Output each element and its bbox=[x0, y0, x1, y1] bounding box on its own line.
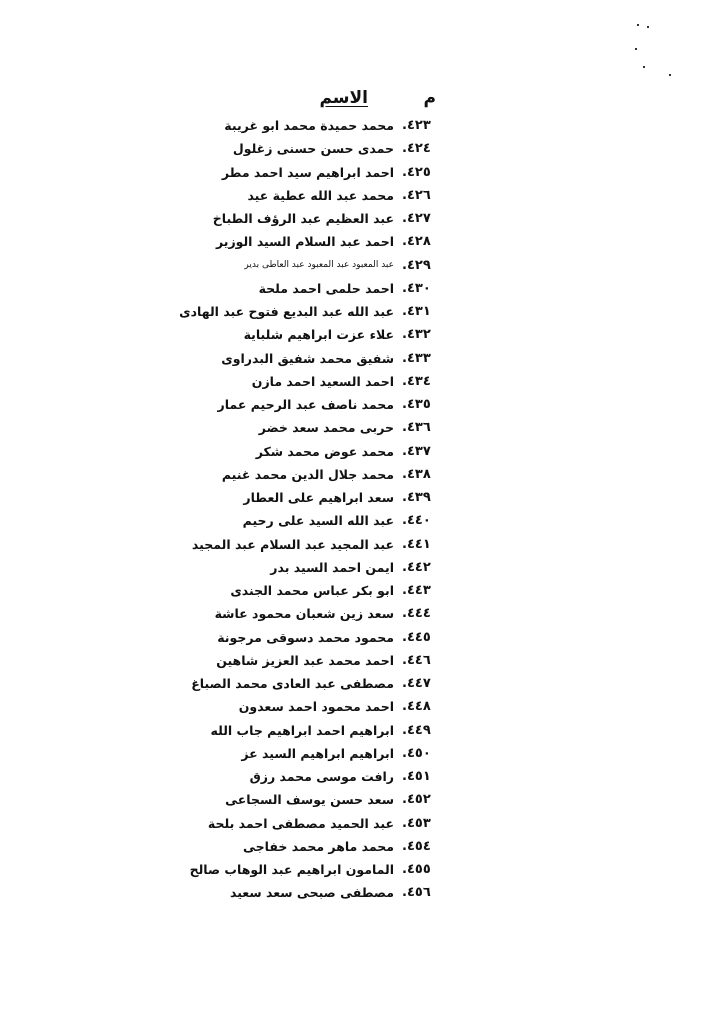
scan-specks bbox=[633, 20, 683, 90]
list-item bbox=[220, 509, 460, 532]
row-name: عبد الحميد مصطفى احمد بلحة bbox=[207, 815, 394, 831]
list-item bbox=[216, 649, 460, 672]
speck bbox=[635, 48, 637, 50]
row-name: احمد حلمى احمد ملحة bbox=[258, 280, 394, 296]
list-item bbox=[210, 719, 460, 742]
row-name: ايمن احمد السيد بدر bbox=[270, 559, 394, 575]
row-name: احمد محمد عبد العزيز شاهين bbox=[216, 652, 394, 668]
row-name: عبد العظيم عبد الرؤف الطباخ bbox=[212, 211, 394, 226]
row-number: .٤٥٣ bbox=[402, 815, 431, 831]
row-number: .٤٣٧ bbox=[402, 443, 431, 459]
row-name: عبد الله السيد على رحيم bbox=[242, 513, 394, 529]
list-item bbox=[179, 300, 460, 323]
row-number: .٤٣٨ bbox=[402, 466, 431, 482]
list-item bbox=[220, 277, 460, 300]
list-item bbox=[212, 207, 460, 230]
list-item bbox=[220, 835, 460, 858]
list-item bbox=[220, 347, 460, 370]
row-number: .٤٤٢ bbox=[402, 559, 431, 575]
row-name: ابراهيم ابراهيم السيد عز bbox=[241, 745, 394, 761]
row-number: .٤٥٥ bbox=[402, 862, 431, 877]
row-name: محمد ماهر محمد خفاجى bbox=[243, 838, 394, 854]
row-name: احمد محمود احمد سعدون bbox=[238, 699, 394, 715]
row-number: .٤٥٢ bbox=[402, 792, 431, 808]
list-item bbox=[220, 695, 460, 718]
row-number: .٤٤٨ bbox=[402, 699, 431, 715]
row-name: احمد السعيد احمد مازن bbox=[251, 373, 394, 389]
row-number: .٤٥٦ bbox=[402, 885, 431, 901]
list-item bbox=[220, 137, 460, 160]
row-name: مصطفى صبحى سعد سعيد bbox=[229, 885, 394, 901]
row-number: .٤٤٩ bbox=[402, 722, 431, 738]
list-item bbox=[220, 440, 460, 463]
speck bbox=[669, 74, 671, 76]
row-number: .٤٢٩ bbox=[402, 257, 431, 273]
header-number-label: م bbox=[423, 88, 436, 108]
row-name: مصطفى عبد العادى محمد الصباغ bbox=[191, 676, 394, 691]
row-number: .٤٥١ bbox=[402, 769, 431, 784]
row-name: حمدى حسن حسنى زغلول bbox=[232, 141, 394, 157]
list-header bbox=[250, 88, 450, 114]
row-number: .٤٤٥ bbox=[402, 629, 431, 645]
row-number: .٤٣٩ bbox=[402, 490, 431, 505]
row-name: المامون ابراهيم عبد الوهاب صالح bbox=[189, 862, 394, 877]
list-item bbox=[220, 579, 460, 602]
list-item bbox=[220, 463, 460, 486]
row-number: .٤٢٧ bbox=[402, 211, 431, 226]
row-number: .٤٣٣ bbox=[402, 350, 431, 366]
list-item bbox=[217, 393, 460, 416]
row-number: .٤٣٥ bbox=[402, 397, 431, 412]
row-number: .٤٢٦ bbox=[402, 187, 431, 203]
row-number: .٤٣١ bbox=[402, 304, 431, 319]
row-name: محمد عبد الله عطية عيد bbox=[247, 187, 394, 203]
row-number: .٤٣٠ bbox=[402, 280, 431, 296]
row-name: محمود محمد دسوقى مرجونة bbox=[217, 629, 394, 645]
list-item bbox=[220, 556, 460, 579]
list-item bbox=[220, 161, 460, 184]
list-item bbox=[220, 416, 460, 439]
row-name: حربى محمد سعد خضر bbox=[258, 420, 394, 436]
row-number: .٤٣٤ bbox=[402, 373, 431, 389]
speck bbox=[637, 24, 639, 26]
row-name: علاء عزت ابراهيم شلباية bbox=[243, 327, 394, 343]
row-name: شفيق محمد شفيق البدراوى bbox=[221, 350, 394, 366]
row-number: .٤٢٨ bbox=[402, 234, 431, 250]
row-number: .٤٤٠ bbox=[402, 513, 431, 529]
row-name: عبد الله عبد البديع فتوح عبد الهادى bbox=[179, 304, 394, 319]
row-number: .٤٣٢ bbox=[402, 327, 431, 343]
list-item bbox=[189, 858, 460, 881]
row-number: .٤٢٣ bbox=[402, 118, 431, 133]
row-name: محمد ناصف عبد الرحيم عمار bbox=[217, 397, 394, 412]
header-name-label: الاسم bbox=[319, 88, 368, 108]
row-number: .٤٤١ bbox=[402, 536, 431, 552]
row-number: .٤٢٥ bbox=[402, 164, 431, 180]
row-number: .٤٤٣ bbox=[402, 583, 431, 598]
row-name: عبد المعبود عبد المعبود عبد العاطى بدير bbox=[244, 259, 394, 270]
list-item bbox=[214, 602, 460, 625]
list-item bbox=[220, 323, 460, 346]
speck bbox=[643, 66, 645, 68]
row-number: .٤٣٦ bbox=[402, 420, 431, 436]
list-item bbox=[207, 812, 460, 835]
row-name: محمد حميدة محمد ابو غريبة bbox=[224, 118, 394, 133]
list-item bbox=[220, 370, 460, 393]
list-item bbox=[220, 881, 460, 904]
row-name: سعد زين شعبان محمود عاشة bbox=[214, 606, 394, 622]
names-list bbox=[179, 114, 460, 905]
list-item bbox=[220, 788, 460, 811]
row-name: محمد عوض محمد شكر bbox=[255, 443, 394, 459]
list-item bbox=[215, 230, 460, 253]
list-item bbox=[220, 184, 460, 207]
list-item bbox=[217, 626, 460, 649]
row-number: .٤٤٤ bbox=[402, 606, 431, 622]
row-name: احمد ابراهيم سيد احمد مطر bbox=[221, 164, 394, 180]
row-name: محمد جلال الدين محمد غنيم bbox=[221, 466, 394, 482]
speck bbox=[647, 26, 649, 28]
row-name: عبد المجيد عبد السلام عبد المجيد bbox=[191, 536, 394, 552]
row-number: .٤٥٠ bbox=[402, 745, 431, 761]
list-item bbox=[191, 672, 460, 695]
list-item bbox=[220, 486, 460, 509]
row-number: .٤٥٤ bbox=[402, 838, 431, 854]
row-name: سعد حسن يوسف السجاعى bbox=[225, 792, 394, 808]
row-number: .٤٢٤ bbox=[402, 141, 431, 157]
list-item bbox=[220, 114, 460, 137]
list-item bbox=[220, 742, 460, 765]
row-number: .٤٤٧ bbox=[402, 676, 431, 691]
row-number: .٤٤٦ bbox=[402, 652, 431, 668]
list-item bbox=[191, 533, 460, 556]
row-name: سعد ابراهيم على العطار bbox=[243, 490, 394, 505]
row-name: احمد عبد السلام السيد الوزير bbox=[215, 234, 394, 250]
row-name: ابراهيم احمد ابراهيم جاب الله bbox=[210, 722, 394, 738]
row-name: ابو بكر عباس محمد الجندى bbox=[230, 583, 394, 598]
row-name: رافت موسى محمد رزق bbox=[249, 769, 394, 784]
list-item bbox=[220, 254, 460, 277]
list-item bbox=[220, 765, 460, 788]
